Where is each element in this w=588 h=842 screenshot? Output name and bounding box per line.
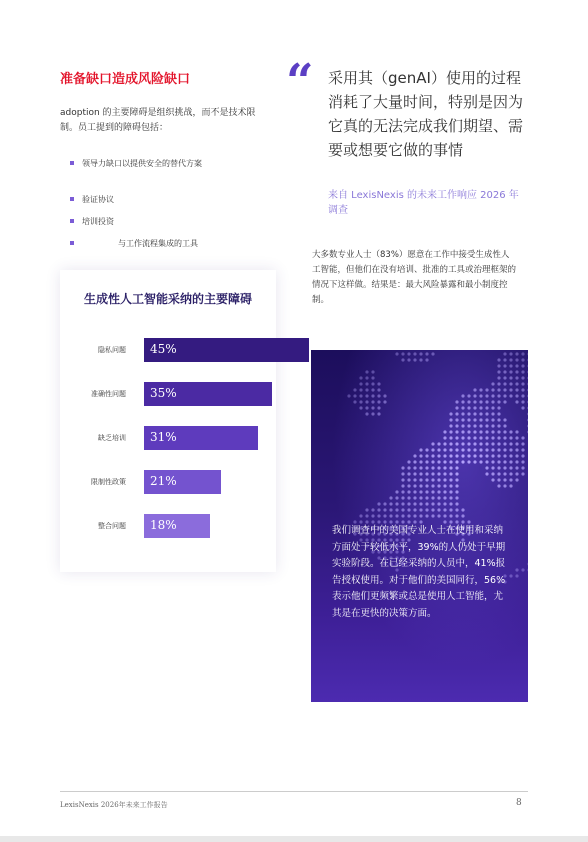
bar bbox=[144, 470, 221, 494]
globe-panel-text: 我们调查中的美国专业人士在使用和采纳方面处于较低水平，39%的人仍处于早期实验阶段。在已经采纳的人员中，41%报告授权使用。对于他们的美国同行，56%表示他们更频繁或总是使用人工智能，尤其是在更快的决策方面。 bbox=[332, 525, 506, 619]
chart-row bbox=[60, 514, 276, 538]
footer-report-title: LexisNexis 2026年未来工作报告 bbox=[60, 801, 168, 809]
chart-row bbox=[60, 470, 276, 494]
category-label: 整合问题 bbox=[98, 522, 126, 530]
bar bbox=[144, 338, 309, 362]
bar-value-label: 35% bbox=[150, 386, 177, 400]
chart-row bbox=[60, 426, 276, 450]
intro-paragraph: adoption 的主要障碍是组织挑战，而不是技术限制。员工提到的障碍包括： bbox=[60, 108, 256, 133]
chart-row bbox=[60, 338, 276, 362]
bullet-icon bbox=[70, 219, 74, 223]
bar-value-label: 31% bbox=[150, 430, 177, 444]
chart-title: 生成性人工智能采纳的主要障碍 bbox=[83, 292, 252, 306]
bullet-icon bbox=[70, 161, 74, 165]
category-label: 缺乏培训 bbox=[98, 434, 126, 442]
list-item-text: 领导力缺口以提供安全的替代方案 bbox=[82, 159, 202, 168]
chart-row bbox=[60, 382, 276, 406]
globe-panel bbox=[311, 350, 528, 702]
bar bbox=[144, 514, 210, 538]
bar-value-label: 45% bbox=[150, 342, 177, 356]
quote-mark-icon: “ bbox=[286, 54, 314, 110]
quote-source: 来自 LexisNexis 的未来工作响应 2026 年调查 bbox=[328, 190, 519, 216]
list-item-text: 培训投资 bbox=[82, 217, 114, 226]
page-number: 8 bbox=[516, 798, 522, 808]
footer-divider bbox=[60, 791, 528, 792]
bar bbox=[144, 382, 272, 406]
list-item-text: 验证协议 bbox=[82, 195, 114, 204]
body-paragraph: 大多数专业人士（83%）愿意在工作中接受生成性人工智能，但他们在没有培训、批准的工具或治理框架的情况下这样做。结果是：最大风险暴露和最小制度控制。 bbox=[312, 250, 517, 305]
list-item-text: 与工作流程集成的工具 bbox=[118, 239, 198, 248]
category-label: 准确性问题 bbox=[91, 390, 126, 398]
bullet-icon bbox=[70, 197, 74, 201]
category-label: 隐私问题 bbox=[98, 346, 126, 354]
section-title: 准备缺口造成风险缺口 bbox=[60, 72, 191, 87]
category-label: 限制性政策 bbox=[91, 478, 126, 486]
bar bbox=[144, 426, 258, 450]
chart-card bbox=[60, 270, 276, 572]
bar-value-label: 21% bbox=[150, 474, 177, 488]
bar-value-label: 18% bbox=[150, 518, 177, 532]
pull-quote: 采用其（genAI）使用的过程消耗了大量时间，特别是因为它真的无法完成我们期望、需要或想要它做的事情 bbox=[328, 69, 524, 159]
page-bottom-edge bbox=[0, 836, 588, 842]
bullet-icon bbox=[70, 241, 74, 245]
